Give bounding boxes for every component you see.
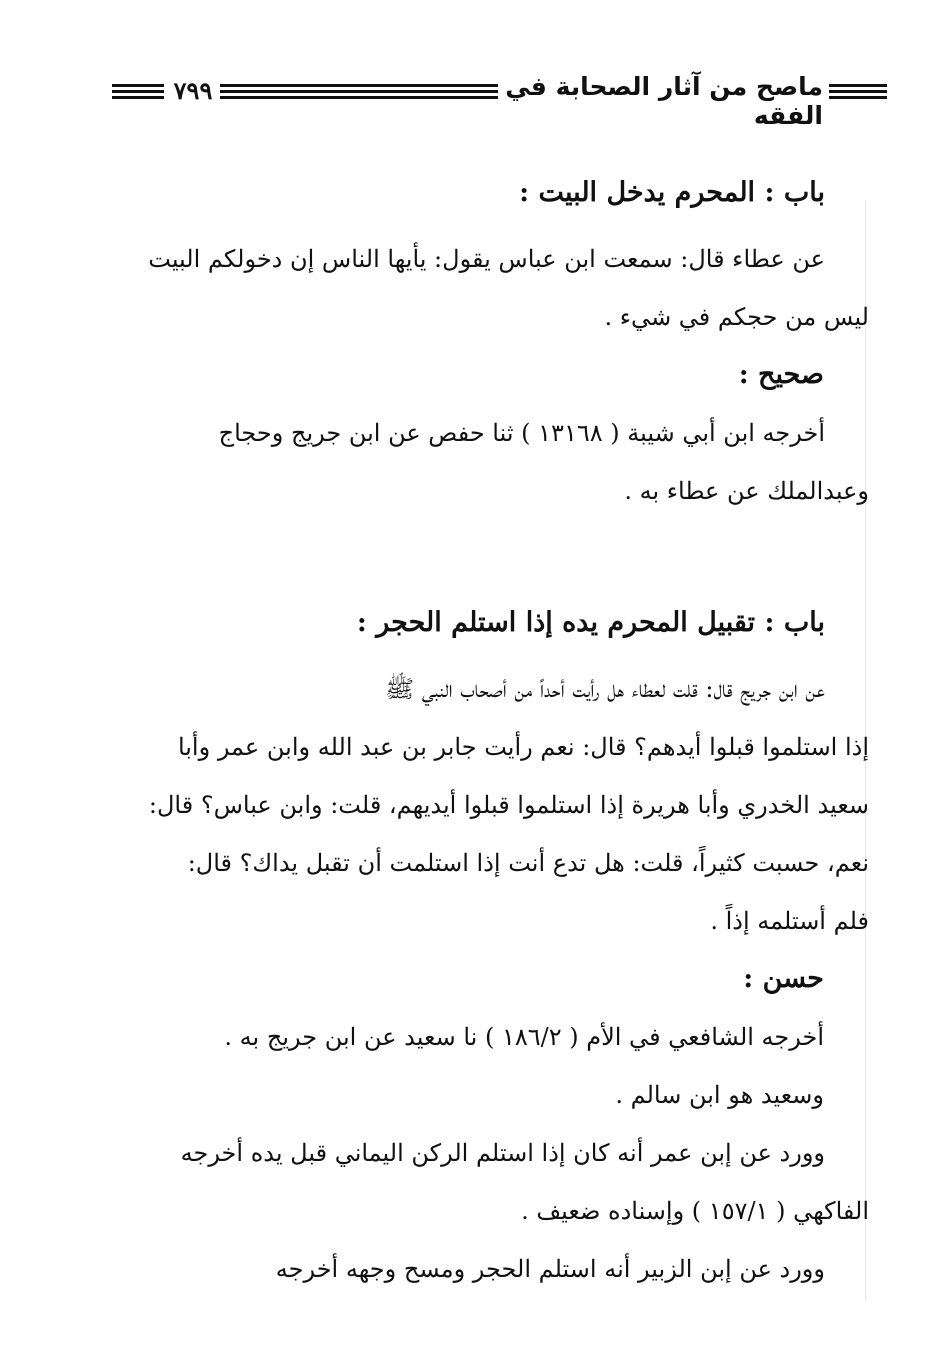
running-title: ماصح من آثار الصحابة في الفقه (505, 72, 823, 130)
paragraph-line: عن عطاء قال: سمعت ابن عباس يقول: يأيها الناس إن دخولكم البيت (148, 245, 825, 273)
takhrij-line: وسعيد هو ابن سالم . (615, 1081, 824, 1109)
paragraph-line: نعم، حسبت كثيراً، قلت: هل تدع أنت إذا استلمت أن تقبل يداك؟ قال: (187, 849, 869, 877)
note-line: الفاكهي ( ١٥٧/١ ) وإسناده ضعيف . (521, 1197, 869, 1225)
grade-label-2: حسن : (743, 963, 824, 994)
header-rule-right (829, 84, 887, 98)
page-body (106, 168, 869, 1298)
header-rule-left (112, 84, 164, 98)
paragraph-line: عن ابن جريج قال: قلت لعطاء هل رأيت أحداً من أصحاب النبي ﷺ (385, 675, 825, 703)
header-rule-middle (220, 84, 498, 98)
note-line: وورد عن إبن الزبير أنه استلم الحجر ومسح وجهه أخرجه (275, 1255, 825, 1283)
grade-label-1: صحيح : (738, 359, 824, 390)
note-line: وورد عن إبن عمر أنه كان إذا استلم الركن اليماني قبل يده أخرجه (180, 1139, 825, 1167)
page-header (112, 70, 887, 130)
paragraph-line: فلم أستلمه إذاً . (710, 907, 869, 935)
paragraph-line: ليس من حجكم في شيء . (604, 303, 869, 331)
paragraph-line: سعيد الخدري وأبا هريرة إذا استلموا قبلوا أيديهم، قلت: وابن عباس؟ قال: (148, 791, 869, 819)
takhrij-line: أخرجه ابن أبي شيبة ( ١٣١٦٨ ) ثنا حفص عن ابن جريج وحجاج (218, 419, 825, 447)
takhrij-line: وعبدالملك عن عطاء به . (624, 477, 869, 505)
page-number: ٧٩٩ (173, 76, 213, 105)
section-heading-2: باب : تقبيل المحرم يده إذا استلم الحجر : (356, 607, 825, 638)
takhrij-line: أخرجه الشافعي في الأم ( ١٨٦/٢ ) نا سعيد عن ابن جريج به . (224, 1023, 824, 1051)
paragraph-line: إذا استلموا قبلوا أيدهم؟ قال: نعم رأيت جابر بن عبد الله وابن عمر وأبا (177, 733, 869, 761)
section-heading-1: باب : المحرم يدخل البيت : (519, 177, 825, 208)
